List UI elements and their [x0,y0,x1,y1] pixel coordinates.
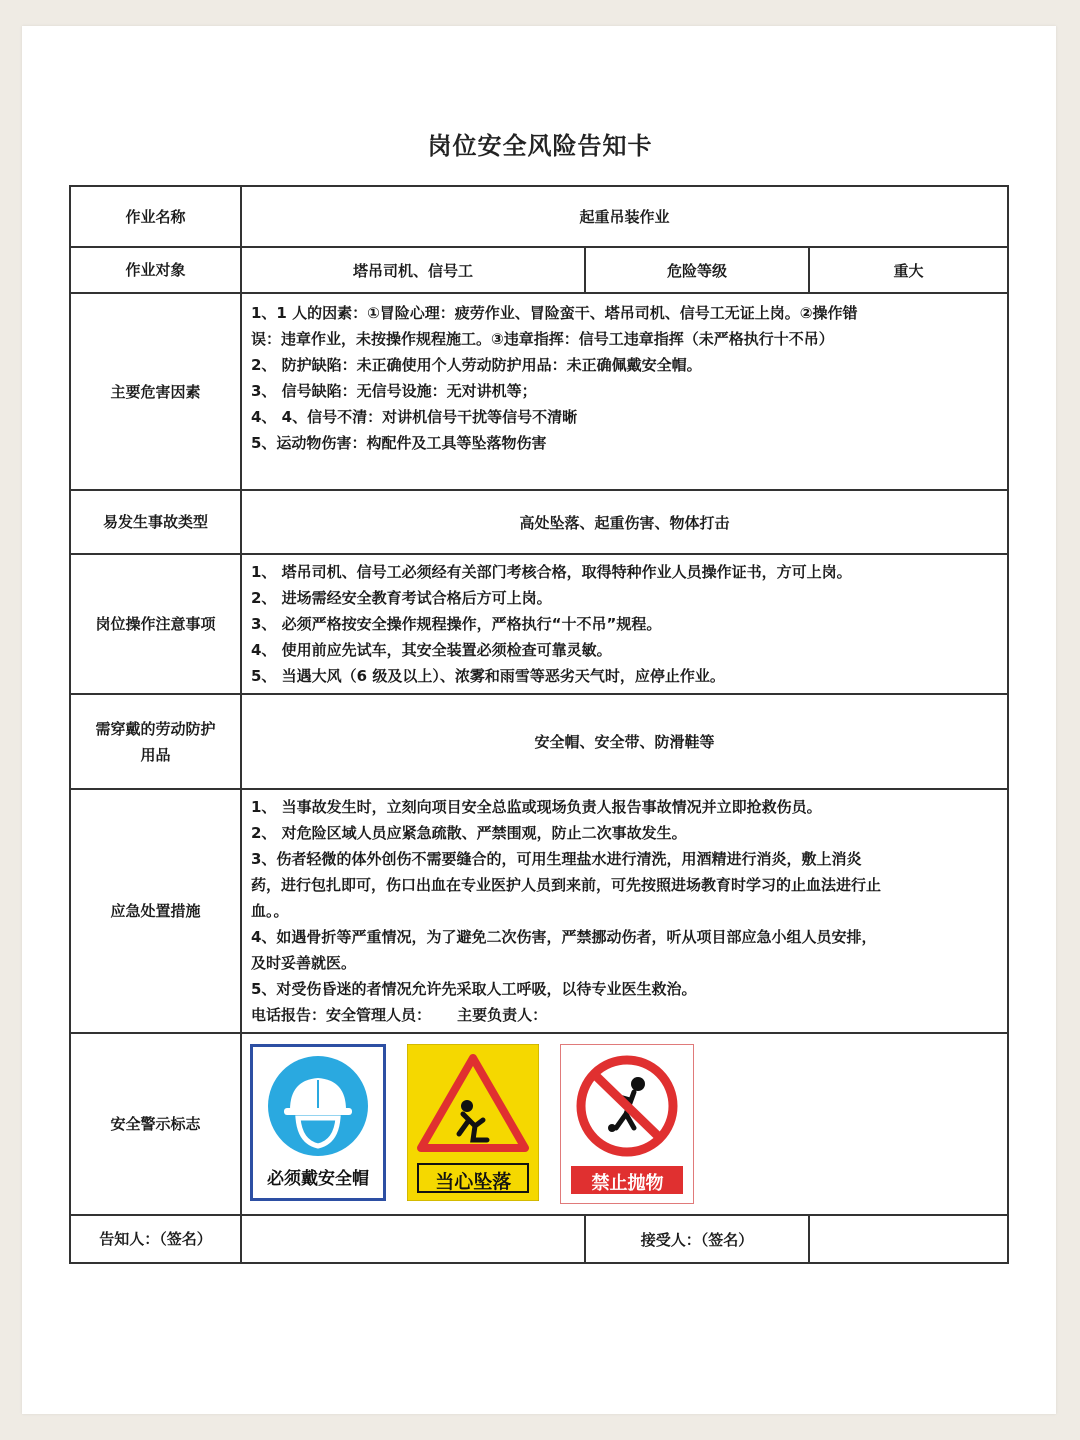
hazard-line: 5、运动物伤害：构配件及工具等坠落物伤害 [251,434,547,452]
row-ppe [70,694,1008,789]
ppe-value: 安全帽、安全带、防滑鞋等 [241,694,1008,789]
hazards-list [241,293,1008,490]
accident-types-label: 易发生事故类型 [70,490,241,554]
sign-text-helmet: 必须戴安全帽 [267,1169,369,1189]
hazard-line: 2、 防护缺陷：未正确使用个人劳动防护用品：未正确佩戴安全帽。 [251,356,702,374]
notifier-label: 告知人：（签名） [70,1215,241,1263]
job-name-value: 起重吊装作业 [241,186,1008,247]
emergency-line: 4、如遇骨折等严重情况，为了避免二次伤害，严禁挪动伤者，听从项目部应急小组人员安排， [251,928,877,946]
job-name-label: 作业名称 [70,186,241,247]
row-signature [70,1215,1008,1263]
emergency-line: 药，进行包扎即可，伤口出血在专业医护人员到来前，可先按照进场教育时学习的止血法进行止 [251,876,882,894]
sign-text-throwing: 禁止抛物 [591,1173,664,1194]
signs-cell [241,1033,1008,1215]
precaution-line: 5、 当遇大风（6 级及以上）、浓雾和雨雪等恶劣天气时，应停止作业。 [251,667,725,685]
precaution-line: 3、 必须严格按安全操作规程操作，严格执行“十不吊”规程。 [251,615,662,633]
hazard-line: 误：违章作业，未按操作规程施工。③违章指挥：信号工违章指挥（未严格执行十不吊） [251,330,834,348]
precaution-line: 4、 使用前应先试车，其安全装置必须检查可靠灵敏。 [251,641,612,659]
precautions-label: 岗位操作注意事项 [70,554,241,694]
sign-no-throwing [560,1044,694,1204]
precautions-list [241,554,1008,694]
job-target-value: 塔吊司机、信号工 [241,247,585,293]
receiver-label: 接受人：（签名） [585,1215,809,1263]
row-job-target [70,247,1008,293]
accident-types-value: 高处坠落、起重伤害、物体打击 [241,490,1008,554]
sign-must-wear-helmet [250,1044,386,1201]
emergency-line: 及时妥善就医。 [251,954,357,972]
ppe-label [70,694,241,789]
row-emergency [70,789,1008,1033]
row-job-name [70,186,1008,247]
page-title: 岗位安全风险告知卡 [427,132,653,160]
notifier-signature-field[interactable] [241,1215,585,1263]
emergency-line: 1、 当事故发生时，立刻向项目安全总监或现场负责人报告事故情况并立即抢救伤员。 [251,798,822,816]
risk-level-value: 重大 [809,247,1008,293]
precaution-line: 1、 塔吊司机、信号工必须经有关部门考核合格，取得特种作业人员操作证书，方可上岗。 [251,563,852,581]
sign-text-fall: 当心坠落 [435,1171,512,1193]
hazard-line: 1、1 人的因素：①冒险心理：疲劳作业、冒险蛮干、塔吊司机、信号工无证上岗。②操作错 [251,304,858,322]
ppe-label-line2: 用品 [140,745,171,764]
emergency-list [241,789,1008,1033]
sign-beware-fall [407,1044,539,1201]
hazard-line: 4、 4、信号不清：对讲机信号干扰等信号不清晰 [251,408,578,426]
row-precautions [70,554,1008,694]
emergency-line: 血。。 [251,902,289,920]
row-signs [70,1033,1008,1215]
job-target-label: 作业对象 [70,247,241,293]
hazards-label: 主要危害因素 [70,293,241,490]
emergency-line: 5、对受伤昏迷的者情况允许先采取人工呼吸，以待专业医生救治。 [251,980,697,998]
emergency-line: 2、 对危险区域人员应紧急疏散、严禁围观，防止二次事故发生。 [251,824,687,842]
precaution-line: 2、 进场需经安全教育考试合格后方可上岗。 [251,589,552,607]
receiver-signature-field[interactable] [809,1215,1008,1263]
ppe-label-line1: 需穿戴的劳动防护 [95,719,216,738]
emergency-line: 3、伤者轻微的体外创伤不需要缝合的，可用生理盐水进行清洗，用酒精进行消炎，敷上消炎 [251,850,862,868]
row-hazards [70,293,1008,490]
hazard-line: 3、 信号缺陷：无信号设施：无对讲机等； [251,382,537,400]
risk-card-table [69,185,1009,1264]
emergency-label: 应急处置措施 [70,789,241,1033]
risk-level-label: 危险等级 [585,247,809,293]
emergency-line: 电话报告：安全管理人员： 主要负责人： [251,1006,548,1024]
row-accident-types [70,490,1008,554]
signs-label: 安全警示标志 [70,1033,241,1215]
